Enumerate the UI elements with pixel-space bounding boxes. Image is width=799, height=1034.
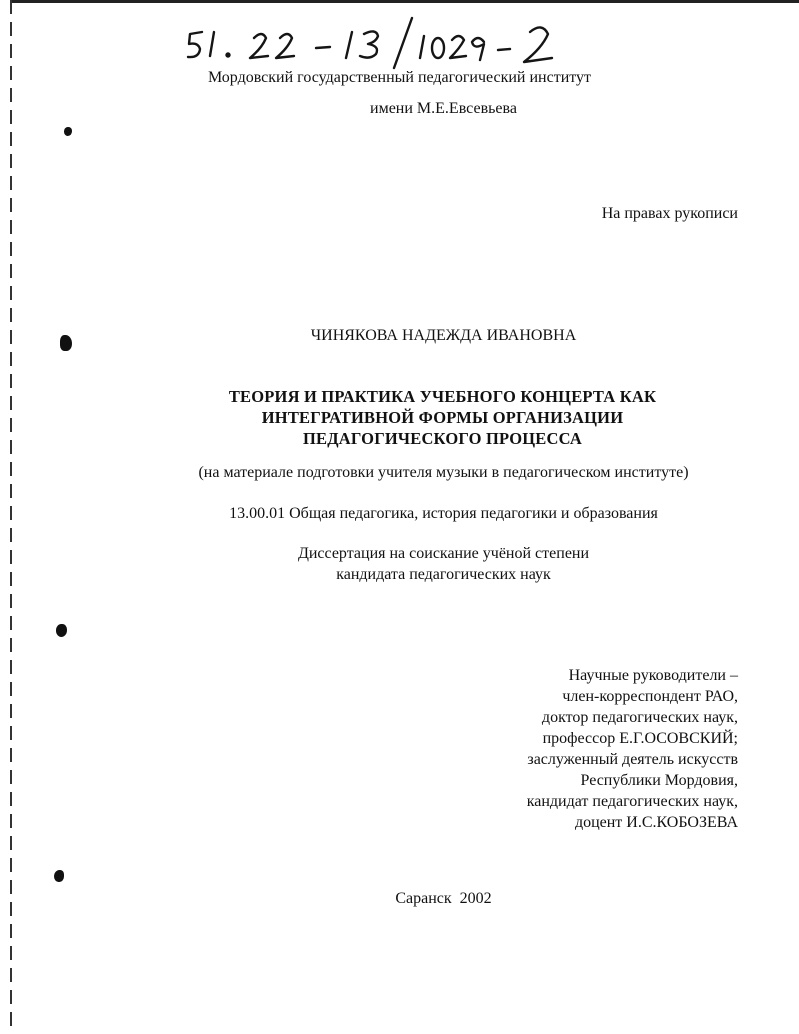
subtitle: (на материале подготовки учителя музыки в педагогическом институте) [198,464,689,481]
institution-name: Мордовский государственный педагогический институт [207,69,592,86]
dissertation-line-2: кандидата педагогических наук [336,566,551,583]
title-line: ИНТЕГРАТИВНОЙ ФОРМЫ ОРГАНИЗАЦИИ [261,408,624,427]
supervisor-line: Научные руководители – [568,667,738,684]
supervisor-line: доцент И.С.КОБОЗЕВА [574,814,738,831]
handwritten-catalog-number [180,12,600,70]
supervisor-line: член-корреспондент РАО, [562,688,738,705]
institution-named-after: имени М.Е.Евсевьева [370,100,517,117]
supervisors-block [527,665,738,833]
scan-left-edge [10,0,12,1034]
supervisor-line: Республики Мордовия, [580,772,738,789]
punch-hole-mark [56,624,67,637]
supervisor-line: доктор педагогических наук, [541,709,738,726]
author-name: ЧИНЯКОВА НАДЕЖДА ИВАНОВНА [310,327,577,344]
manuscript-note: На правах рукописи [601,205,738,222]
supervisor-line: профессор Е.Г.ОСОВСКИЙ; [542,730,738,747]
dissertation-line-1: Диссертация на соискание учёной степени [297,545,590,562]
title-line: ТЕОРИЯ И ПРАКТИКА УЧЕБНОГО КОНЦЕРТА КАК [228,387,657,406]
title-line: ПЕДАГОГИЧЕСКОГО ПРОЦЕССА [302,429,583,448]
scan-top-edge [10,0,799,3]
supervisor-line: заслуженный деятель искусств [527,751,738,768]
specialty: 13.00.01 Общая педагогика, история педагогики и образования [229,505,658,522]
place-and-year: Саранск 2002 [395,890,492,907]
punch-hole-mark [54,870,64,882]
punch-hole-mark [64,127,72,136]
supervisor-line: кандидат педагогических наук, [526,793,738,810]
